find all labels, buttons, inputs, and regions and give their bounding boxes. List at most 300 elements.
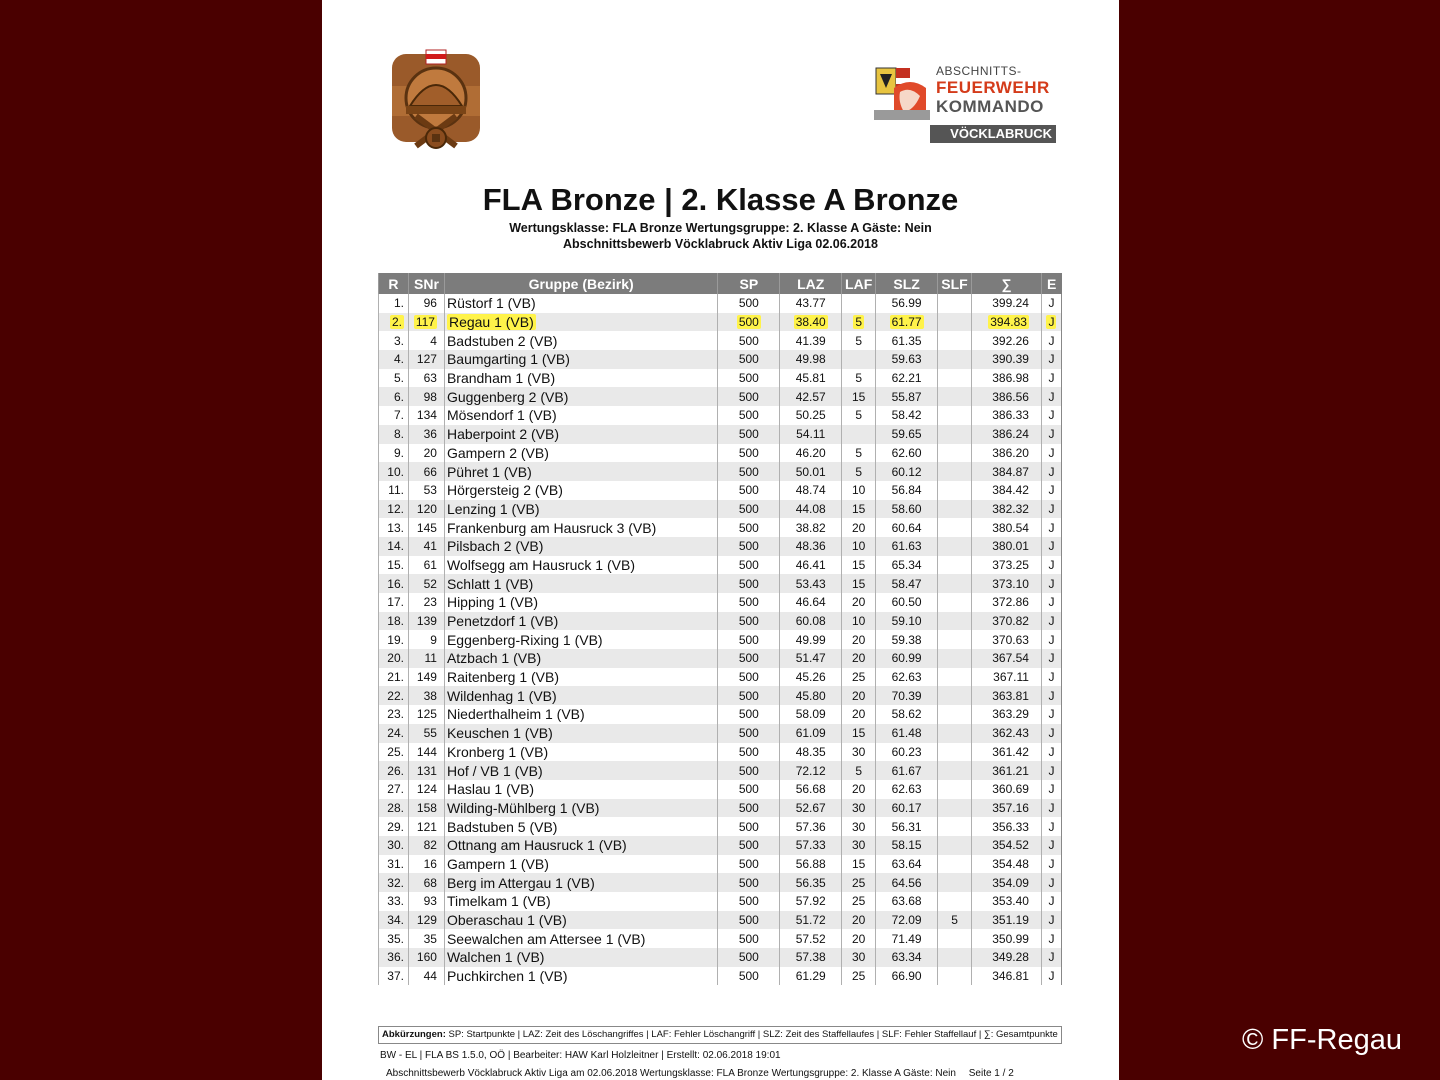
cell-slf (938, 649, 972, 668)
cell-rank: 31. (379, 855, 409, 874)
cell-laz: 48.74 (780, 481, 842, 500)
footer-meta: BW - EL | FLA BS 1.5.0, OÖ | Bearbeiter: HAW Karl Holzleitner | Erstellt: 02.06.2018 19:01 (380, 1050, 781, 1061)
cell-snr: 160 (408, 948, 444, 967)
col-header-slz: SLZ (876, 273, 938, 294)
cell-laz: 57.36 (780, 817, 842, 836)
cell-laf: 20 (842, 518, 876, 537)
cell-e: J (1041, 387, 1061, 406)
cell-e: J (1041, 593, 1061, 612)
cell-snr: 9 (408, 630, 444, 649)
cell-sum: 354.48 (972, 855, 1042, 874)
cell-group: Badstuben 5 (VB) (444, 817, 717, 836)
cell-e: J (1041, 462, 1061, 481)
logo-line-voecklabruck: VÖCKLABRUCK (930, 125, 1056, 143)
cell-laz: 51.72 (780, 911, 842, 930)
cell-snr: 63 (408, 369, 444, 388)
col-header-laz: LAZ (780, 273, 842, 294)
cell-e: J (1041, 705, 1061, 724)
cell-slf (938, 500, 972, 519)
cell-group: Atzbach 1 (VB) (444, 649, 717, 668)
cell-e: J (1041, 873, 1061, 892)
cell-snr: 41 (408, 537, 444, 556)
cell-sum: 386.33 (972, 406, 1042, 425)
highlight-mark: 61.77 (891, 315, 922, 330)
cell-sum: 370.82 (972, 612, 1042, 631)
cell-sum: 370.63 (972, 630, 1042, 649)
cell-slz: 59.10 (876, 612, 938, 631)
table-row (379, 761, 1062, 780)
cell-rank: 21. (379, 668, 409, 687)
cell-laz: 56.35 (780, 873, 842, 892)
cell-rank: 5. (379, 369, 409, 388)
cell-slf (938, 743, 972, 762)
cell-e: J (1041, 649, 1061, 668)
table-row (379, 350, 1062, 369)
cell-rank: 11. (379, 481, 409, 500)
cell-rank: 29. (379, 817, 409, 836)
cell-slf (938, 612, 972, 631)
cell-group: Wolfsegg am Hausruck 1 (VB) (444, 556, 717, 575)
cell-laz: 45.26 (780, 668, 842, 687)
cell-group: Lenzing 1 (VB) (444, 500, 717, 519)
cell-slz: 60.17 (876, 799, 938, 818)
cell-laz: 45.80 (780, 686, 842, 705)
cell-slz: 56.31 (876, 817, 938, 836)
table-row (379, 294, 1062, 313)
cell-sp: 500 (718, 574, 780, 593)
cell-slf (938, 929, 972, 948)
cell-laf: 30 (842, 743, 876, 762)
cell-laz: 48.35 (780, 743, 842, 762)
cell-rank: 22. (379, 686, 409, 705)
cell-sum: 350.99 (972, 929, 1042, 948)
table-row (379, 313, 1062, 332)
cell-laf (842, 313, 876, 332)
cell-sum: 382.32 (972, 500, 1042, 519)
cell-group: Hörgersteig 2 (VB) (444, 481, 717, 500)
cell-snr: 139 (408, 612, 444, 631)
cell-snr: 124 (408, 780, 444, 799)
cell-slf (938, 761, 972, 780)
cell-slz: 61.63 (876, 537, 938, 556)
cell-slf (938, 294, 972, 313)
highlight-mark: 5 (855, 315, 862, 330)
table-row (379, 817, 1062, 836)
cell-rank: 19. (379, 630, 409, 649)
cell-sum: 361.42 (972, 743, 1042, 762)
highlight-mark: 394.83 (990, 315, 1027, 330)
cell-laf: 25 (842, 892, 876, 911)
cell-e: J (1041, 350, 1061, 369)
cell-laf: 20 (842, 686, 876, 705)
cell-e: J (1041, 331, 1061, 350)
cell-snr: 131 (408, 761, 444, 780)
cell-slz: 58.15 (876, 836, 938, 855)
cell-slz: 62.21 (876, 369, 938, 388)
cell-rank: 16. (379, 574, 409, 593)
table-row (379, 537, 1062, 556)
cell-rank: 14. (379, 537, 409, 556)
cell-snr: 52 (408, 574, 444, 593)
cell-e: J (1041, 630, 1061, 649)
cell-slz: 60.64 (876, 518, 938, 537)
cell-rank: 34. (379, 911, 409, 930)
cell-laf: 30 (842, 836, 876, 855)
cell-sp: 500 (718, 873, 780, 892)
cell-rank (379, 313, 409, 332)
cell-laf: 15 (842, 724, 876, 743)
logo-line-kommando: KOMMANDO (936, 97, 1044, 116)
cell-slz: 65.34 (876, 556, 938, 575)
table-row (379, 462, 1062, 481)
cell-sum: 380.54 (972, 518, 1042, 537)
cell-sp (718, 313, 780, 332)
cell-laf: 20 (842, 780, 876, 799)
table-row (379, 574, 1062, 593)
cell-sum: 380.01 (972, 537, 1042, 556)
col-header-group: Gruppe (Bezirk) (444, 273, 717, 294)
cell-group: Niederthalheim 1 (VB) (444, 705, 717, 724)
cell-sum: 363.81 (972, 686, 1042, 705)
cell-slf (938, 518, 972, 537)
cell-e: J (1041, 724, 1061, 743)
cell-rank: 6. (379, 387, 409, 406)
cell-sum: 360.69 (972, 780, 1042, 799)
table-row (379, 911, 1062, 930)
cell-snr: 121 (408, 817, 444, 836)
cell-slf (938, 817, 972, 836)
cell-sp: 500 (718, 369, 780, 388)
cell-slf: 5 (938, 911, 972, 930)
logo-line-feuerwehr: FEUERWEHR (936, 78, 1050, 97)
cell-e: J (1041, 668, 1061, 687)
cell-laf: 15 (842, 387, 876, 406)
cell-laf: 20 (842, 649, 876, 668)
cell-sp: 500 (718, 743, 780, 762)
cell-laz: 49.99 (780, 630, 842, 649)
cell-sum: 353.40 (972, 892, 1042, 911)
cell-snr: 61 (408, 556, 444, 575)
table-row (379, 556, 1062, 575)
cell-sp: 500 (718, 686, 780, 705)
cell-laf: 5 (842, 444, 876, 463)
cell-sp: 500 (718, 761, 780, 780)
cell-laf: 20 (842, 630, 876, 649)
cell-slz: 62.63 (876, 780, 938, 799)
table-row (379, 406, 1062, 425)
cell-slz: 59.63 (876, 350, 938, 369)
cell-slf (938, 967, 972, 986)
cell-laz: 72.12 (780, 761, 842, 780)
cell-slf (938, 444, 972, 463)
cell-group (444, 313, 717, 332)
table-row (379, 724, 1062, 743)
cell-laf: 30 (842, 799, 876, 818)
cell-slz: 58.47 (876, 574, 938, 593)
page-number: Seite 1 / 2 (968, 1068, 1014, 1079)
cell-sp: 500 (718, 911, 780, 930)
cell-sp: 500 (718, 668, 780, 687)
cell-e: J (1041, 967, 1061, 986)
cell-snr: 35 (408, 929, 444, 948)
cell-sp: 500 (718, 967, 780, 986)
table-row (379, 948, 1062, 967)
cell-snr: 134 (408, 406, 444, 425)
cell-e: J (1041, 929, 1061, 948)
cell-sum: 373.25 (972, 556, 1042, 575)
table-row (379, 686, 1062, 705)
cell-slz: 61.35 (876, 331, 938, 350)
cell-slf (938, 630, 972, 649)
table-row (379, 799, 1062, 818)
table-row (379, 331, 1062, 350)
cell-group: Brandham 1 (VB) (444, 369, 717, 388)
cell-group: Raitenberg 1 (VB) (444, 668, 717, 687)
cell-group: Timelkam 1 (VB) (444, 892, 717, 911)
cell-slf (938, 948, 972, 967)
cell-laz: 46.64 (780, 593, 842, 612)
table-row (379, 425, 1062, 444)
subtitle-event: Abschnittsbewerb Vöcklabruck Aktiv Liga 02.06.2018 (563, 237, 878, 251)
cell-slz: 58.62 (876, 705, 938, 724)
cell-e: J (1041, 537, 1061, 556)
cell-rank: 33. (379, 892, 409, 911)
cell-rank: 12. (379, 500, 409, 519)
cell-laz: 38.82 (780, 518, 842, 537)
cell-slz: 60.12 (876, 462, 938, 481)
cell-e: J (1041, 817, 1061, 836)
cell-slf (938, 855, 972, 874)
cell-slz: 59.38 (876, 630, 938, 649)
cell-slf (938, 387, 972, 406)
cell-group: Keuschen 1 (VB) (444, 724, 717, 743)
cell-laf: 10 (842, 481, 876, 500)
abbreviations-label: Abkürzungen: (382, 1029, 446, 1040)
cell-e: J (1041, 425, 1061, 444)
table-row (379, 743, 1062, 762)
cell-laf: 25 (842, 873, 876, 892)
cell-group: Penetzdorf 1 (VB) (444, 612, 717, 631)
cell-rank: 3. (379, 331, 409, 350)
cell-slz: 61.48 (876, 724, 938, 743)
cell-sp: 500 (718, 500, 780, 519)
cell-laf: 5 (842, 369, 876, 388)
cell-laz: 46.20 (780, 444, 842, 463)
cell-laf: 30 (842, 817, 876, 836)
cell-sp: 500 (718, 462, 780, 481)
cell-laf: 5 (842, 761, 876, 780)
cell-group: Haslau 1 (VB) (444, 780, 717, 799)
col-header-r: R (379, 273, 409, 294)
cell-snr: 129 (408, 911, 444, 930)
cell-snr: 158 (408, 799, 444, 818)
cell-rank: 28. (379, 799, 409, 818)
highlight-mark: Regau 1 (VB) (448, 314, 534, 331)
cell-sum: 367.54 (972, 649, 1042, 668)
col-header-laf: LAF (842, 273, 876, 294)
cell-laf: 25 (842, 668, 876, 687)
cell-laf: 5 (842, 462, 876, 481)
cell-laf: 30 (842, 948, 876, 967)
cell-sp: 500 (718, 444, 780, 463)
cell-laz: 50.01 (780, 462, 842, 481)
cell-sum: 357.16 (972, 799, 1042, 818)
cell-laf: 10 (842, 537, 876, 556)
table-row (379, 892, 1062, 911)
cell-snr: 36 (408, 425, 444, 444)
cell-snr: 145 (408, 518, 444, 537)
table-row (379, 967, 1062, 986)
cell-laz: 42.57 (780, 387, 842, 406)
cell-e: J (1041, 743, 1061, 762)
cell-sp: 500 (718, 556, 780, 575)
cell-slf (938, 313, 972, 332)
table-row (379, 630, 1062, 649)
cell-sum: 362.43 (972, 724, 1042, 743)
cell-snr: 55 (408, 724, 444, 743)
cell-snr: 82 (408, 836, 444, 855)
cell-laz: 52.67 (780, 799, 842, 818)
cell-slf (938, 593, 972, 612)
cell-group: Wilding-Mühlberg 1 (VB) (444, 799, 717, 818)
cell-rank: 27. (379, 780, 409, 799)
table-row (379, 780, 1062, 799)
cell-sp: 500 (718, 705, 780, 724)
cell-sp: 500 (718, 836, 780, 855)
cell-e: J (1041, 761, 1061, 780)
cell-group: Berg im Attergau 1 (VB) (444, 873, 717, 892)
cell-sp: 500 (718, 855, 780, 874)
cell-sp: 500 (718, 892, 780, 911)
cell-sp: 500 (718, 481, 780, 500)
cell-group: Pühret 1 (VB) (444, 462, 717, 481)
cell-slz: 60.99 (876, 649, 938, 668)
table-row (379, 444, 1062, 463)
cell-laz: 44.08 (780, 500, 842, 519)
footer-event (386, 1068, 1014, 1079)
cell-laz: 60.08 (780, 612, 842, 631)
cell-laz: 57.52 (780, 929, 842, 948)
cell-laf: 20 (842, 911, 876, 930)
cell-group: Frankenburg am Hausruck 3 (VB) (444, 518, 717, 537)
cell-laz: 46.41 (780, 556, 842, 575)
cell-e: J (1041, 612, 1061, 631)
cell-slf (938, 724, 972, 743)
cell-laz: 57.92 (780, 892, 842, 911)
cell-sp: 500 (718, 294, 780, 313)
cell-sum: 390.39 (972, 350, 1042, 369)
cell-sum: 392.26 (972, 331, 1042, 350)
cell-sp: 500 (718, 331, 780, 350)
cell-snr (408, 313, 444, 332)
cell-laz: 53.43 (780, 574, 842, 593)
cell-snr: 23 (408, 593, 444, 612)
cell-laz: 48.36 (780, 537, 842, 556)
document-page (322, 0, 1119, 1080)
cell-rank: 15. (379, 556, 409, 575)
logo-line-abschnitts: ABSCHNITTS- (936, 64, 1022, 78)
cell-sum: 384.87 (972, 462, 1042, 481)
cell-snr: 68 (408, 873, 444, 892)
cell-laf: 10 (842, 612, 876, 631)
cell-slz: 63.34 (876, 948, 938, 967)
cell-group: Rüstorf 1 (VB) (444, 294, 717, 313)
cell-group: Oberaschau 1 (VB) (444, 911, 717, 930)
cell-snr: 38 (408, 686, 444, 705)
cell-snr: 127 (408, 350, 444, 369)
cell-rank: 30. (379, 836, 409, 855)
cell-sp: 500 (718, 612, 780, 631)
cell-e: J (1041, 294, 1061, 313)
cell-snr: 66 (408, 462, 444, 481)
cell-sum: 356.33 (972, 817, 1042, 836)
cell-sum: 386.56 (972, 387, 1042, 406)
cell-slf (938, 369, 972, 388)
cell-slf (938, 836, 972, 855)
copyright-watermark: © FF-Regau (1242, 1024, 1402, 1056)
table-row (379, 668, 1062, 687)
cell-snr: 96 (408, 294, 444, 313)
cell-group: Mösendorf 1 (VB) (444, 406, 717, 425)
cell-slf (938, 705, 972, 724)
table-row (379, 369, 1062, 388)
bronze-badge-logo (386, 46, 486, 158)
subtitle-classification: Wertungsklasse: FLA Bronze Wertungsgruppe: 2. Klasse A Gäste: Nein (509, 221, 932, 235)
cell-rank: 1. (379, 294, 409, 313)
cell-slf (938, 425, 972, 444)
cell-group: Eggenberg-Rixing 1 (VB) (444, 630, 717, 649)
cell-sp: 500 (718, 929, 780, 948)
cell-rank: 25. (379, 743, 409, 762)
cell-slf (938, 556, 972, 575)
cell-sum: 399.24 (972, 294, 1042, 313)
cell-sp: 500 (718, 630, 780, 649)
cell-slf (938, 537, 972, 556)
cell-sum: 361.21 (972, 761, 1042, 780)
col-header-snr: SNr (408, 273, 444, 294)
cell-rank: 20. (379, 649, 409, 668)
table-header-row (379, 273, 1062, 294)
cell-sum: 386.20 (972, 444, 1042, 463)
cell-slz: 62.60 (876, 444, 938, 463)
cell-sum: 367.11 (972, 668, 1042, 687)
cell-laf: 15 (842, 855, 876, 874)
cell-snr: 53 (408, 481, 444, 500)
cell-slz: 55.87 (876, 387, 938, 406)
cell-rank: 23. (379, 705, 409, 724)
cell-sp: 500 (718, 799, 780, 818)
cell-snr: 44 (408, 967, 444, 986)
cell-slz: 58.42 (876, 406, 938, 425)
abbreviations-legend (378, 1026, 1062, 1044)
cell-laz (780, 313, 842, 332)
cell-sp: 500 (718, 780, 780, 799)
cell-sp: 500 (718, 724, 780, 743)
cell-snr: 11 (408, 649, 444, 668)
col-header-slf: SLF (938, 273, 972, 294)
cell-sp: 500 (718, 948, 780, 967)
cell-sp: 500 (718, 406, 780, 425)
cell-group: Puchkirchen 1 (VB) (444, 967, 717, 986)
cell-laf (842, 294, 876, 313)
cell-laz: 57.33 (780, 836, 842, 855)
cell-sum: 354.52 (972, 836, 1042, 855)
table-row (379, 873, 1062, 892)
cell-e: J (1041, 556, 1061, 575)
highlight-mark: J (1048, 315, 1055, 330)
cell-laz: 45.81 (780, 369, 842, 388)
highlight-mark: 117 (415, 315, 435, 330)
